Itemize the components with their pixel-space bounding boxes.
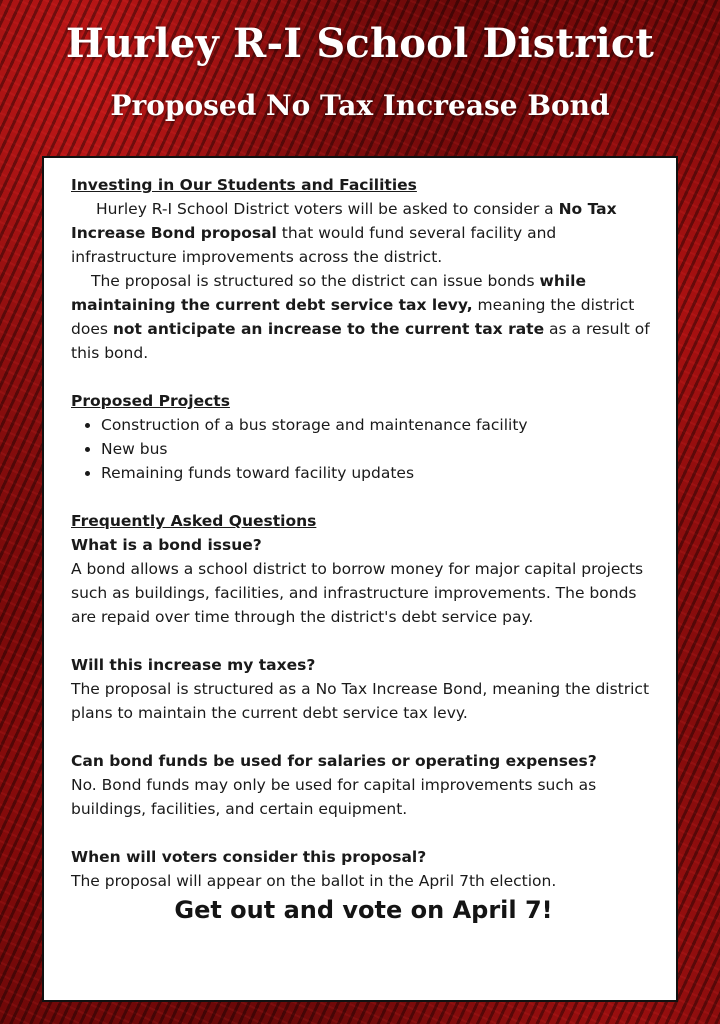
spacer [71, 821, 656, 845]
intro-paragraph-1 [71, 197, 656, 269]
intro-text: The proposal is structured so the district can issue bonds [91, 272, 540, 290]
faq-question: What is a bond issue? [71, 536, 262, 554]
faq-answer: The proposal will appear on the ballot in the April 7th election. [71, 872, 557, 890]
intro-text: Hurley R-I School District voters will be asked to consider a [96, 200, 559, 218]
intro-heading: Investing in Our Students and Facilities [71, 176, 417, 194]
list-item: • Remaining funds toward facility updates [101, 461, 656, 485]
projects-list [71, 413, 656, 485]
faq-heading: Frequently Asked Questions [71, 512, 317, 530]
list-item: • New bus [101, 437, 656, 461]
faq-section [71, 509, 656, 893]
intro-emphasis: while maintaining the current debt service tax levy, [71, 272, 587, 314]
intro-emphasis: not anticipate an increase to the current tax rate [112, 320, 545, 338]
faq-answer: No. Bond funds may only be used for capital improvements such as buildings, facilities, and certain equipment. [71, 776, 597, 818]
faq-answer: The proposal is structured as a No Tax Increase Bond, meaning the district plans to maintain the current debt service tax levy. [71, 680, 650, 722]
intro-text: that would fund several facility and infrastructure improvements across the district. [71, 224, 557, 266]
list-item: • Construction of a bus storage and maintenance facility [101, 413, 656, 437]
faq-question: When will voters consider this proposal? [71, 848, 427, 866]
faq-answer: A bond allows a school district to borrow money for major capital projects such as buildings, facilities, and infrastructure improvements. The bonds are repaid over time through the district's debt service pay. [71, 560, 644, 626]
spacer [71, 725, 656, 749]
content-panel [42, 156, 678, 1002]
intro-section [71, 173, 656, 365]
intro-paragraph-2 [71, 269, 656, 365]
intro-text: as a result of this bond. [71, 320, 650, 362]
spacer [71, 629, 656, 653]
call-to-action: Get out and vote on April 7! [174, 896, 553, 924]
intro-text: meaning the district does [71, 296, 635, 338]
spacer [71, 485, 656, 509]
projects-heading: Proposed Projects [71, 392, 230, 410]
faq-question: Can bond funds be used for salaries or operating expenses? [71, 752, 597, 770]
intro-emphasis: No Tax Increase Bond proposal [71, 200, 617, 242]
page-subtitle: Proposed No Tax Increase Bond [110, 89, 610, 122]
page-title: Hurley R-I School District [65, 20, 655, 67]
faq-question: Will this increase my taxes? [71, 656, 316, 674]
spacer [71, 365, 656, 389]
projects-section [71, 389, 656, 485]
